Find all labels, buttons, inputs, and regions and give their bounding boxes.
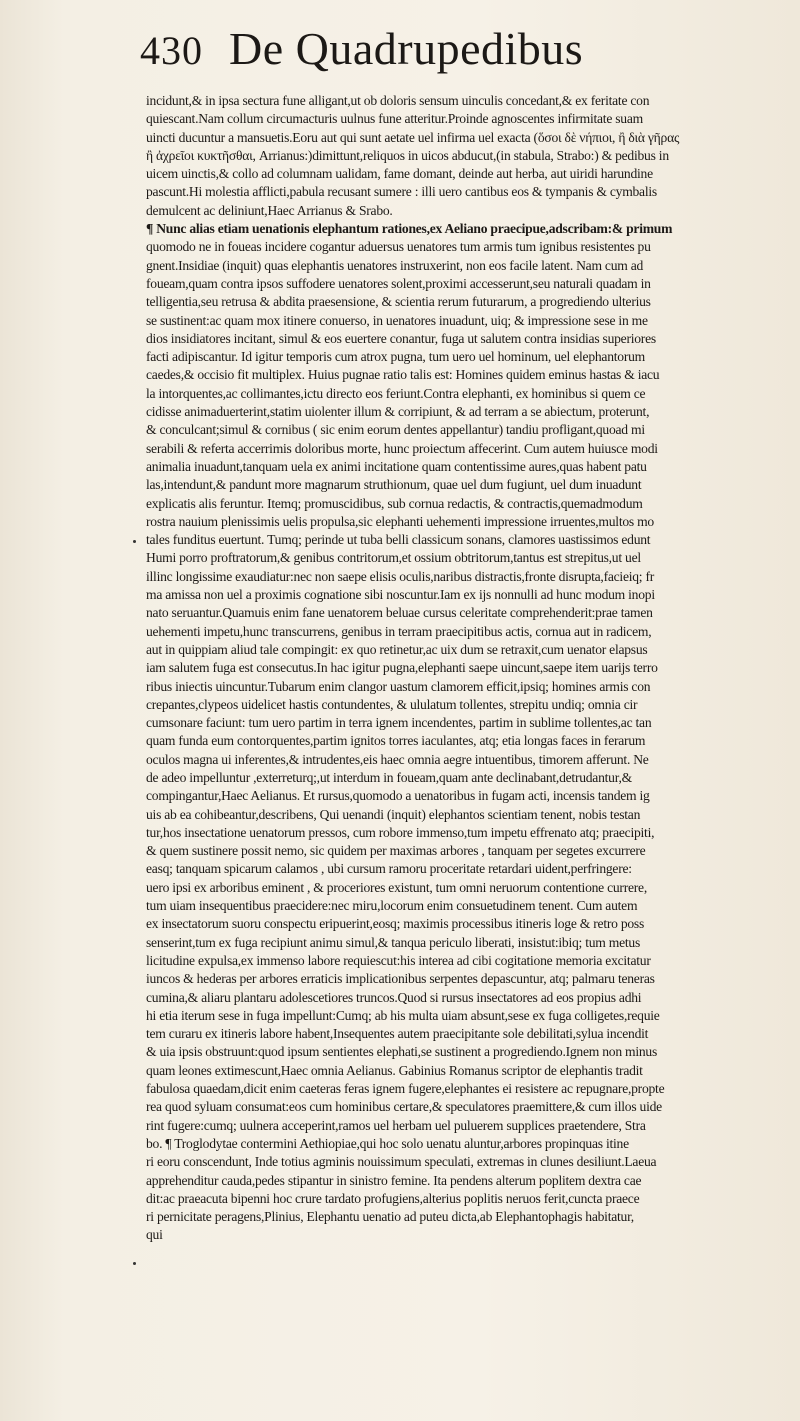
text-line: se sustinent:ac quam mox itinere conuerso, in uenatores inuadunt, uiq; & impressione sese in me (146, 312, 648, 328)
text-line: uero ipsi ex arboribus eminent , & proceriores existunt, tum omni neruorum contentione currere, (146, 879, 647, 895)
text-line: gnent.Insidiae (inquit) quas elephantis uenatores instruxerint, non eos facile latent. Nam cum ad (146, 257, 644, 273)
gutter-mark (133, 1262, 136, 1265)
text-line: ¶ Nunc alias etiam uenationis elephantum rationes,ex Aeliano praecipue,adscribam:& primum (146, 221, 673, 237)
text-line: las,intendunt,& pandunt more magnarum struthionum, quae uel dum fugiunt, uel dum inuadunt (146, 477, 642, 493)
text-line: ri pernicitate peragens,Plinius, Elephantu uenatio ad puteu dicta,ab Elephantophagis habitatur, (146, 1209, 634, 1225)
text-line: ri eoru conscendunt, Inde totius agminis nouissimum speculati, extremas in clunes desiliunt.Laeua (146, 1154, 657, 1170)
text-line: foueam,quam contra ipsos suffodere uenatores solent,proximi accesserunt,seu naturali quadam in (146, 275, 651, 291)
text-line: fabulosa quaedam,dicit enim caeteras feras ignem fugere,elephantes ei resistere ac repugnare,propte (146, 1081, 665, 1097)
text-line: bo. ¶ Troglodytae contermini Aethiopiae,qui hoc solo uenatu aluntur,arbores propinquas itine (146, 1135, 629, 1151)
text-line: facti adipiscantur. Id igitur temporis cum atrox pugna, tum uero uel hominum, uel elephantorum (146, 349, 645, 365)
text-line: incidunt,& in ipsa sectura fune alligant,ut ob doloris sensum uinculis concedant,& ex feritate con (146, 93, 650, 108)
text-line: aut in quippiam aliud tale compingit: ex quo retinetur,ac uix dum se retraxit,cum uenator elapsus (146, 641, 648, 657)
text-line: illinc longissime exaudiatur:nec non saepe elisis oculis,naribus distractis,fronte disrupta,facieiq; fr (146, 568, 655, 584)
text-line: & uia ipsis obstruunt:quod ipsum sentientes elephati,se sustinent a progrediendo.Ignem non minus (146, 1044, 657, 1060)
text-line: quam funda eum contorquentes,partim ignitos torres iaculantes, atq; etia longas faces in ferarum (146, 733, 646, 749)
text-line: caedes,& occisio fit multiplex. Huius pugnae ratio talis est: Homines quidem eminus hastas & iacu (146, 367, 660, 383)
text-line: quam leones extimescunt,Haec omnia Aelianus. Gabinius Romanus scriptor de elephantis tradit (146, 1062, 643, 1078)
text-line: crepantes,clypeos uidelicet hastis contundentes, & ululatum tollentes, strepitu undiq; omnia cir (146, 696, 638, 712)
text-line: qui (146, 1227, 163, 1243)
text-line: & conculcant;simul & cornibus ( sic enim eorum dentes appellantur) tandiu profligant,quoad mi (146, 422, 645, 438)
text-line: tem curaru ex itineris labore habent,Insequentes autem praecipitante sole debilitati,sylua incendit (146, 1026, 649, 1042)
text-line: & quem sustinere possit nemo, sic quidem per maximas arbores , tanquam per segetes excurrere (146, 843, 646, 859)
text-line: nato seruantur.Quamuis enim fane uenatorem beluae cursus celeritate comprehenderit:prae tamen (146, 605, 653, 621)
text-line: licitudine expulsa,ex immenso labore requiescut:his interea ad cibi cogitatione memoria excitatur (146, 952, 651, 968)
text-line: telligentia,seu retrusa & abdita praesensione, & scientia rerum futurarum, a progrediendo ulterius (146, 294, 651, 310)
body-text (146, 92, 790, 1245)
text-line: senserint,tum ex fuga recipiunt animu simul,& tanqua periculo liberati, insistut:ibiq; tum metus (146, 934, 640, 950)
text-line: pascunt.Hi molestia afflicti,pabula recusant sumere : illi uero cantibus eos & tympanis & cymbalis (146, 184, 657, 200)
text-line: dios insidiatores incitant, simul & eos euertere conantur, fuga ut salutem contra insidias superiores (146, 330, 656, 346)
gutter-mark (133, 540, 136, 543)
text-line: uis ab ea cohibeantur,describens, Qui uenandi (inquit) elephantos scientiam tenent, nobis testan (146, 806, 641, 822)
text-line: rint fugere:cumq; uulnera acceperint,ramos uel herbam uel puluerem supplices praetendere, Stra (146, 1117, 646, 1133)
text-line: cidisse animaduerterint,statim uiolenter illum & corripiunt, & ad terram a se abiectum, proterunt, (146, 404, 650, 420)
text-line: demulcent ac deliniunt,Haec Arrianus & Srabo. (146, 202, 393, 218)
text-line: uicem uinctis,& collo ad columnam ualidam, fame domant, deinde aut herba, aut uiridi harundine (146, 166, 653, 182)
text-line: ribus iniectis uincuntur.Tubarum enim clangor uastum clamorem efficit,ipsiq; homines armis con (146, 678, 651, 694)
text-line: oculos magna ui inferentes,& intrudentes,eis haec omnia aegre intuentibus, timorem afferunt. Ne (146, 751, 649, 767)
text-line: cumina,& aliaru plantaru adolescetiores truncos.Quod si rursus insectatores ad eos propius adhi (146, 989, 642, 1005)
text-line: uincti ducuntur a mansuetis.Eoru aut qui sunt aetate uel infirma uel exacta (ὅσοι δὲ νήπιοι, ἢ διὰ γῆρας (146, 129, 680, 145)
text-line: explicatis alis feruntur. Itemq; promuscidibus, sub cornua redactis, & contractis,quemadmodum (146, 495, 643, 511)
text-line: hi etia iterum sese in fuga impellunt:Cumq; ab his multa uiam absunt,sese ex fuga colligetes,requie (146, 1007, 660, 1023)
text-line: apprehenditur cauda,pedes stipantur in sinistro femine. Ita pendens alterum poplitem dextra cae (146, 1172, 642, 1188)
text-line: cumsonare faciunt: tum uero partim in terra ignem incendentes, partim in sublime tollentes,ac tan (146, 715, 652, 731)
text-line: tales funditus euertunt. Tumq; perinde ut tuba belli classicum sonans, clamores uastissimos edunt (146, 532, 651, 548)
text-line: la intorquentes,ac collimantes,ictu directo eos feriunt.Contra elephanti, ex hominibus si quem ce (146, 385, 646, 401)
text-line: rea quod syluam consumat:eos cum hominibus certare,& speculatores praemittere,& cum illos uide (146, 1099, 662, 1115)
text-line: easq; tanquam spicarum calamos , ubi cursum ramoru proceritate retardari uident,perfringere: (146, 861, 632, 877)
text-line: ἢ ἀχρεῖοι κυκτῆσθαι, Arrianus:)dimittunt,reliquos in uicos abducut,(in stabula, Strabo:) & pedibus in (146, 147, 669, 163)
page-number: 430 (140, 28, 203, 73)
text-line: serabili & referta accerrimis doloribus morte, hunc proiectum affecerint. Cum autem huiusce modi (146, 440, 658, 456)
text-line: ex insectatorum suoru conspectu eripuerint,eosq; maximis processibus itineris loge & retro poss (146, 916, 644, 932)
text-line: tum uiam insequentibus praecidere:nec miru,locorum enim consuetudinem tenent. Cum autem (146, 898, 638, 914)
text-line: de adeo impelluntur ,exterreturq;,ut interdum in foueam,quam ante declinabant,detrudantur,& (146, 769, 632, 785)
text-line: dit:ac praeacuta bipenni hoc crure tardato profugiens,alterius poplitis neruos ferit,cuncta praece (146, 1190, 640, 1206)
running-head: De Quadrupedibus (229, 23, 584, 74)
text-line: iam salutem fuga est consecutus.In hac igitur pugna,elephanti saepe uincunt,saepe item uarijs terro (146, 660, 658, 676)
text-line: tur,hos insectatione uenatorum pressos, cum robore immenso,tum impetu effrenato atq; praecipiti, (146, 824, 655, 840)
text-line: animalia inuadunt,tanquam uela ex animi incitatione quam contentissime aures,quas habent patu (146, 458, 647, 474)
text-line: rostra nauium plenissimis uelis propulsa,sic elephanti uehementi impressione irruentes,multos mo (146, 513, 654, 529)
text-line: compingantur,Haec Aelianus. Et rursus,quomodo a uenatoribus in fugam acti, incensis tandem ig (146, 788, 650, 804)
text-line: Humi porro proftratorum,& genibus contritorum,et ossium obtritorum,tantus est strepitus,ut uel (146, 550, 641, 566)
text-line: quiescant.Nam collum circumacturis uulnus fune atteritur.Proinde agnoscentes infirmitate suam (146, 111, 643, 127)
page-header (140, 22, 583, 75)
text-line: iuncos & hederas per arbores erraticis implicationibus serpentes depascuntur, atq; palmaru teneras (146, 971, 655, 987)
text-line: ma amissa non uel a proximis cognatione sibi noscuntur.Iam ex ijs nonnulli ad hunc modum inopi (146, 587, 655, 603)
text-line: quomodo ne in foueas incidere cogantur aduersus uenatores tum armis tum ignibus resistentes pu (146, 239, 651, 255)
text-line: uehementi impetu,hunc transcurrens, genibus in terram praecipitibus actis, cornua aut in radicem, (146, 623, 652, 639)
